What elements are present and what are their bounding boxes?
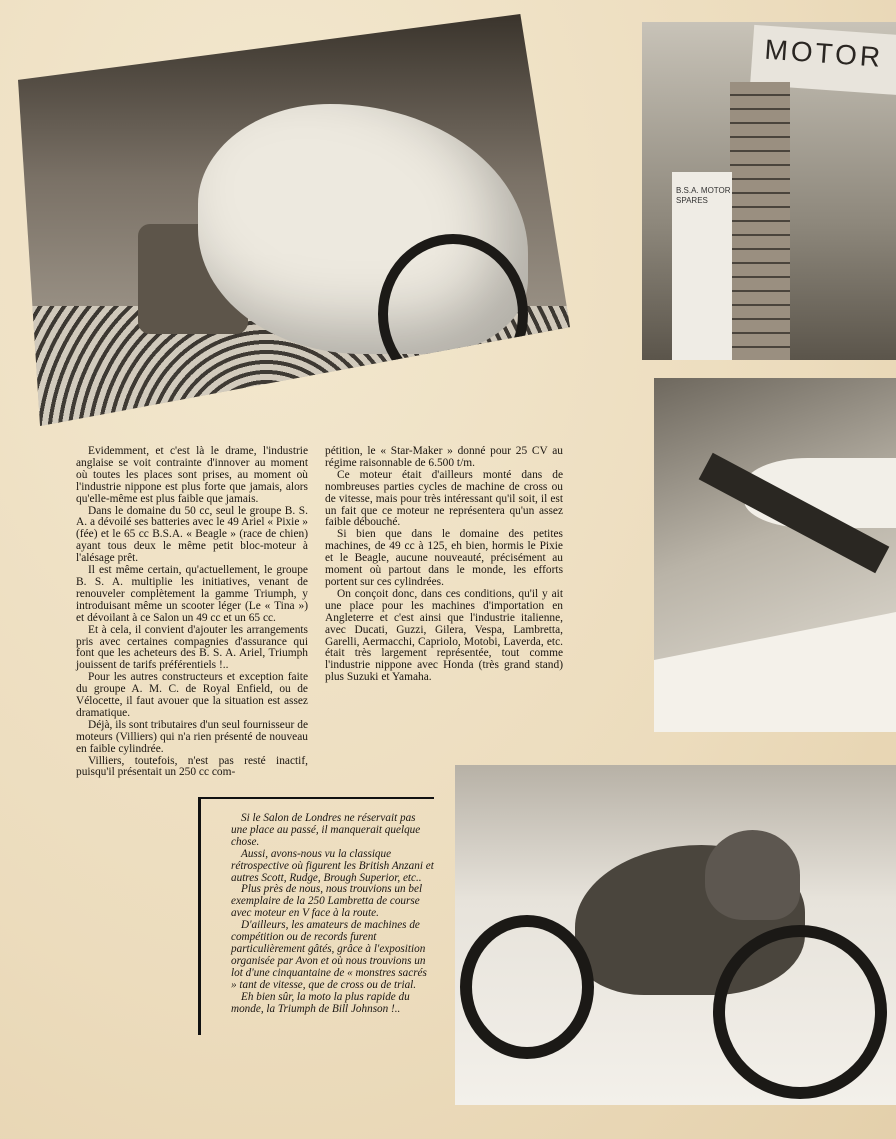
rear-wheel-icon [713,925,887,1099]
paragraph: Déjà, ils sont tributaires d'un seul fournisseur de moteurs (Villiers) qui n'a rien présenté de nouveau en faible cylindrée. [76,718,308,755]
paragraph: Si bien que dans le domaine des petites machines, de 49 cc à 125, eh bien, hormis le Pixie et le Beagle, aucune nouveauté, précisément au moment où partout dans le monde, les efforts portent sur ces cylindrées. [325,528,563,588]
article-column-2 [325,446,563,684]
motorcycle-detail-photo [654,378,896,732]
stand-sign-text: MOTOR [763,33,885,73]
sidebar-paragraph: Aussi, avons-nous vu la classique rétrospective où figurent les British Anzani et autres Scott, Rudge, Brough Superior, etc.. [231,847,434,884]
stand-photo [642,22,896,360]
sidebar-paragraph: D'ailleurs, les amateurs de machines de compétition ou de records furent particulièrement gâtés, grâce à l'exposition organisée par Avon et où nous trouvions un lot d'une cinquantaine de « monstres sacrés » tant de vitesse, que de cross ou de trial. [231,919,427,991]
fairing [705,830,800,920]
paragraph: Villiers, toutefois, n'est pas resté inactif, puisqu'il présentait un 250 cc com- [76,754,308,779]
sidebar-paragraph: Plus près de nous, nous trouvions un bel exemplaire de la 250 Lambretta de course avec moteur en V face à la route. [231,883,423,920]
paragraph: Il est même certain, qu'actuellement, le groupe B. S. A. multiplie les initiatives, venant de renouveler complètement la gamme Triumph, y introduisant même un scooter léger (Le « Tina ») et dévoilant à ce Salon un 49 cc et un 65 cc. [76,564,308,624]
front-wheel-icon [460,915,594,1059]
article-column-1 [76,446,308,779]
scooter-show-photo [18,14,570,426]
sidebar-box [198,797,434,1035]
paragraph: pétition, le « Star-Maker » donné pour 25 CV au régime raisonnable de 6.500 t/m. [325,445,563,469]
floor [654,612,896,732]
paragraph: Evidemment, et c'est là le drame, l'industrie anglaise se voit contrainte d'innover au moment où toutes les places sont prises, au moment où l'industrie nippone est plus forte que jamais, alors qu'elle-même est plus faible que jamais. [76,445,308,505]
paragraph: Pour les autres constructeurs et exception faite du groupe A. M. C. de Royal Enfield, ou de Vélocette, il faut avouer que la situation est assez dramatique. [76,671,308,719]
paragraph: Dans le domaine du 50 cc, seul le groupe B. S. A. a dévoilé ses batteries avec le 49 Ariel « Pixie » (fée) et le 65 cc B.S.A. « Beagle » (race de chien) ayant tous deux le même petit bloc-moteur à l'alésage prêt. [76,504,308,565]
spares-board [672,172,732,360]
sidebar-text [231,799,434,1015]
spares-board-text: B.S.A. MOTOR SPARES [676,186,731,205]
brick-pillar [730,82,790,360]
paragraph: On conçoit donc, dans ces conditions, qu'il y ait une place pour les machines d'importation en Angleterre et c'est ainsi que l'industrie italienne, avec Ducati, Guzzi, Gilera, Vespa, Lambretta, Garelli, Aermacchi, Capriolo, Motobi, Laverda, etc. était très largement représentée, tout comme l'industrie nippone avec Honda (très grand stand) plus Suzuki et Yamaha. [325,587,563,684]
paragraph: Ce moteur était d'ailleurs monté dans de nombreuses parties cycles de machine de cross ou de vitesse, mais pour très intéressant qu'il soit, il est un fait que ce moteur ne représentera qu'un assez faible débouché. [325,468,563,529]
racing-motorcycle-photo [455,765,896,1105]
sidebar-paragraph: Si le Salon de Londres ne réservait pas une place au passé, il manquerait quelque chose. [231,812,421,848]
wheel-icon [378,234,528,394]
sidebar-paragraph: Eh bien sûr, la moto la plus rapide du monde, la Triumph de Bill Johnson !.. [231,990,410,1015]
paragraph: Et à cela, il convient d'ajouter les arrangements pris avec certaines compagnies d'assurance qui font que les acheteurs des B. S. A. Ariel, Triumph jouissent de tarifs préférentiels !.. [76,623,308,672]
